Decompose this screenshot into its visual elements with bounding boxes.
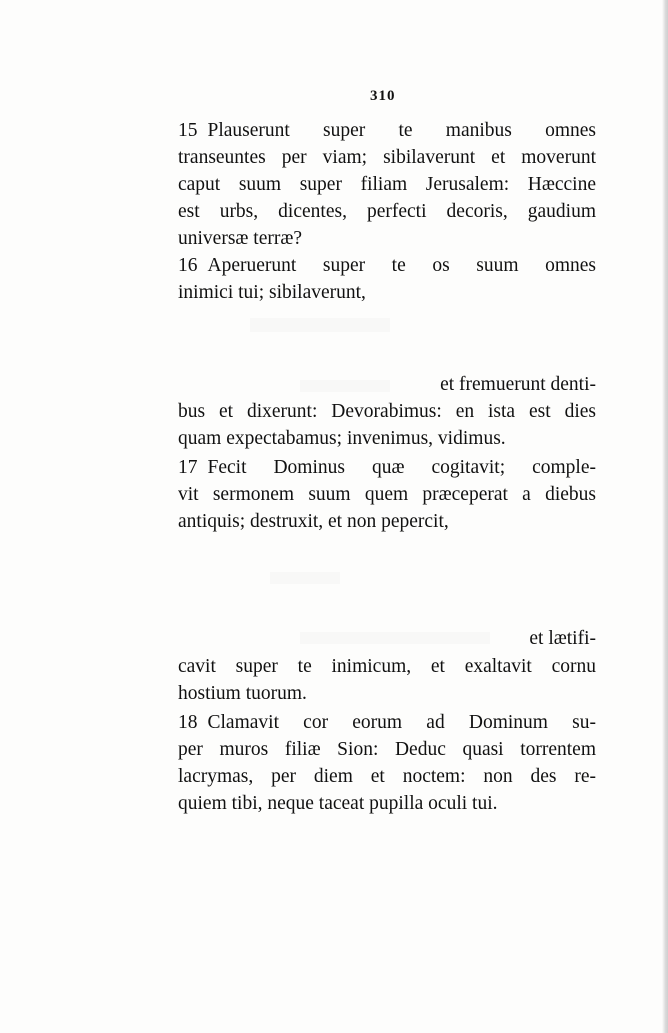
- text-line: [178, 509, 596, 535]
- verse-number: 17: [178, 457, 198, 478]
- text-line: [178, 791, 596, 817]
- verse-number: 18: [178, 712, 198, 733]
- line-text: per muros filiæ Sion: Deduc quasi torrentem: [178, 739, 596, 760]
- bleed-through-mark: [300, 632, 490, 644]
- text-line: [178, 710, 596, 736]
- page-number: 310: [370, 88, 396, 104]
- text-line: [178, 482, 596, 508]
- line-text: est urbs, dicentes, perfecti decoris, gaudium: [178, 201, 596, 222]
- text-line: [178, 145, 596, 171]
- bleed-through-mark: [250, 318, 390, 332]
- line-text: cavit super te inimicum, et exaltavit cornu: [178, 656, 596, 677]
- line-text: inimici tui; sibilaverunt,: [178, 282, 366, 303]
- text-line: [178, 654, 596, 680]
- line-text: et fremuerunt denti-: [440, 374, 596, 395]
- line-text: universæ terræ?: [178, 228, 303, 249]
- line-text: lacrymas, per diem et noctem: non des re-: [178, 766, 596, 787]
- line-text: Fecit Dominus quæ cogitavit; comple-: [207, 457, 596, 478]
- text-line: [178, 737, 596, 763]
- line-text: bus et dixerunt: Devorabimus: en ista est dies: [178, 401, 596, 422]
- text-line: [178, 118, 596, 144]
- line-text: transeuntes per viam; sibilaverunt et moverunt: [178, 147, 596, 168]
- text-line: [178, 764, 596, 790]
- page-edge-shadow: [662, 0, 668, 1033]
- line-text: Plauserunt super te manibus omnes: [207, 120, 596, 141]
- text-line: [178, 681, 596, 707]
- bleed-through-mark: [270, 572, 340, 584]
- line-text: Clamavit cor eorum ad Dominum su-: [207, 712, 596, 733]
- text-line: [178, 426, 596, 452]
- line-text: Aperuerunt super te os suum omnes: [207, 255, 596, 276]
- text-line: [178, 172, 596, 198]
- text-line: [178, 226, 596, 252]
- line-text: vit sermonem suum quem præceperat a diebus: [178, 484, 596, 505]
- line-text: antiquis; destruxit, et non pepercit,: [178, 511, 449, 532]
- verse-number: 16: [178, 255, 198, 276]
- line-text: caput suum super filiam Jerusalem: Hæccine: [178, 174, 596, 195]
- verse-number: 15: [178, 120, 198, 141]
- text-line: [178, 399, 596, 425]
- line-text: quiem tibi, neque taceat pupilla oculi tui.: [178, 793, 498, 814]
- text-line: [178, 280, 596, 306]
- text-line: [178, 253, 596, 279]
- text-line: [178, 455, 596, 481]
- line-text: quam expectabamus; invenimus, vidimus.: [178, 428, 506, 449]
- text-line: [178, 199, 596, 225]
- line-text: hostium tuorum.: [178, 683, 307, 704]
- bleed-through-mark: [300, 380, 390, 392]
- line-text: et lætifi-: [529, 628, 596, 649]
